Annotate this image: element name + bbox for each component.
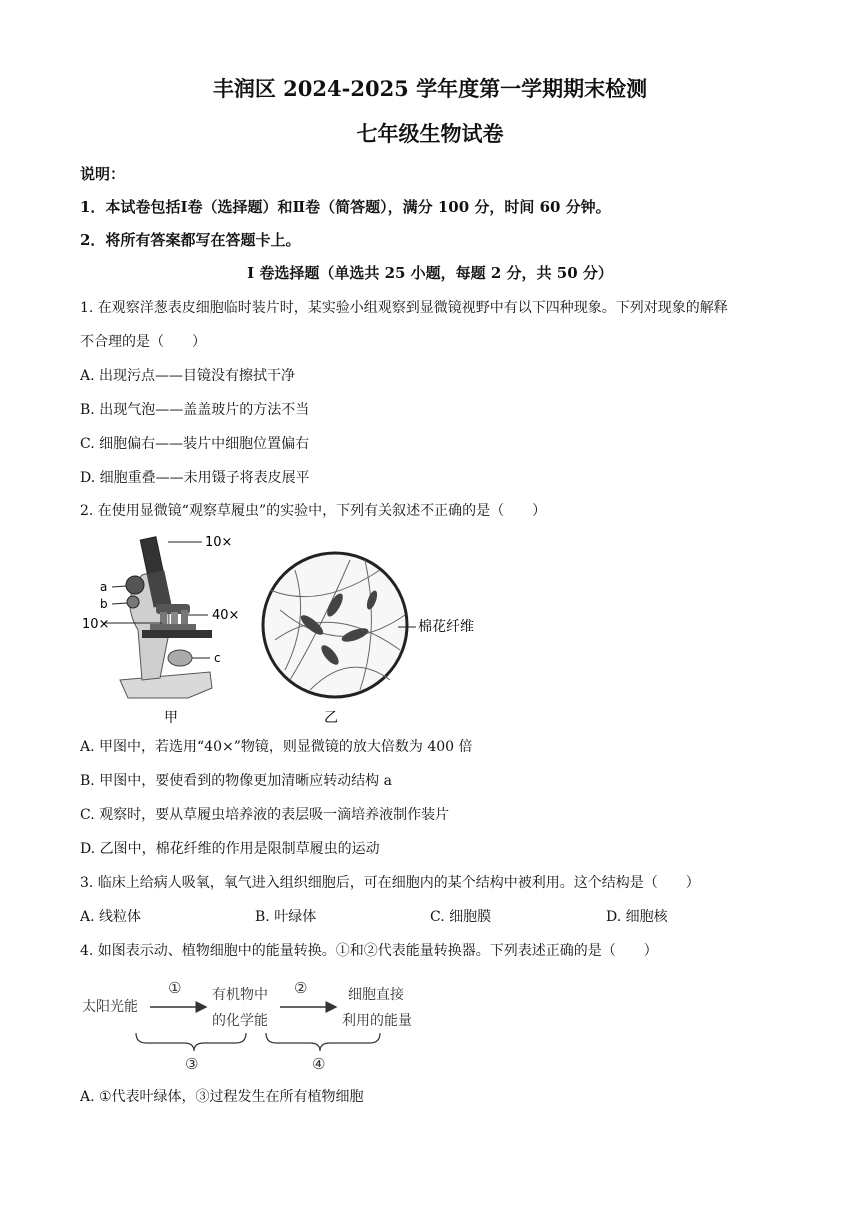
middle-line-1: 有机物中 [212,987,268,1003]
q1-option-c: C. 细胞偏右——装片中细胞位置偏右 [80,436,310,452]
q2-option-c: C. 观察时，要从草履虫培养液的表层吸一滴培养液制作装片 [80,807,450,823]
caption-right: 乙 [324,710,338,726]
section-title: I 卷选择题（单选共 25 小题，每题 2 分，共 50 分） [247,264,613,282]
mark-1: ① [168,979,182,997]
q4-option-a: A. ①代表叶绿体，③过程发生在所有植物细胞 [80,1089,364,1105]
microscope-illustration [104,537,212,698]
end-line-1: 细胞直接 [348,987,404,1003]
instruction-item-2: 2．将所有答案都写在答题卡上。 [80,231,301,249]
eyepiece-label: 10× [205,535,233,550]
objective-right-label: 40× [212,608,240,623]
label-b: b [100,597,108,611]
q1-option-b: B. 出现气泡——盖盖玻片的方法不当 [80,402,310,418]
paramecium-field-of-view [263,553,416,697]
q1-option-d: D. 细胞重叠——未用镊子将表皮展平 [80,470,310,486]
exam-subtitle: 七年级生物试卷 [356,121,504,146]
q3-option-a: A. 线粒体 [80,909,142,925]
label-c: c [214,651,221,665]
mark-2: ② [294,979,308,997]
q1-stem-line1: 1. 在观察洋葱表皮细胞临时装片时，某实验小组观察到显微镜视野中有以下四种现象。下列对现象的解释 [80,300,728,316]
q3-option-c: C. 细胞膜 [430,909,492,925]
q3-stem: 3. 临床上给病人吸氧，氧气进入组织细胞后，可在细胞内的某个结构中被利用。这个结构是（ ） [80,875,700,891]
objective-left-label: 10× [82,617,110,632]
q3-option-b: B. 叶绿体 [255,909,317,925]
exam-title: 丰润区 2024-2025 学年度第一学期期末检测 [212,76,648,101]
q2-option-d: D. 乙图中，棉花纤维的作用是限制草履虫的运动 [80,841,380,857]
fiber-label: 棉花纤维 [418,619,474,635]
middle-line-2: 的化学能 [212,1013,268,1029]
end-line-2: 利用的能量 [342,1013,412,1029]
q1-stem-line2: 不合理的是（ ） [80,334,206,350]
label-a: a [100,580,108,594]
mark-4: ④ [312,1055,326,1073]
mark-3: ③ [185,1055,199,1073]
q2-stem: 2. 在使用显微镜“观察草履虫”的实验中，下列有关叙述不正确的是（ ） [80,503,547,519]
q2-option-a: A. 甲图中，若选用“40×”物镜，则显微镜的放大倍数为 400 倍 [80,739,473,755]
q4-energy-diagram [80,975,440,1075]
q4-stem: 4. 如图表示动、植物细胞中的能量转换。①和②代表能量转换器。下列表述正确的是（ ） [80,943,658,959]
q2-option-b: B. 甲图中，要使看到的物像更加清晰应转动结构 a [80,773,392,789]
q3-option-d: D. 细胞核 [606,909,668,925]
instructions-heading: 说明： [80,165,126,183]
source-label: 太阳光能 [82,999,138,1015]
q1-option-a: A. 出现污点——目镜没有擦拭干净 [80,368,296,384]
instruction-item-1: 1．本试卷包括Ⅰ卷（选择题）和Ⅱ卷（简答题），满分 100 分，时间 60 分钟。 [80,198,611,216]
q2-figure [80,530,500,730]
caption-left: 甲 [164,710,178,726]
